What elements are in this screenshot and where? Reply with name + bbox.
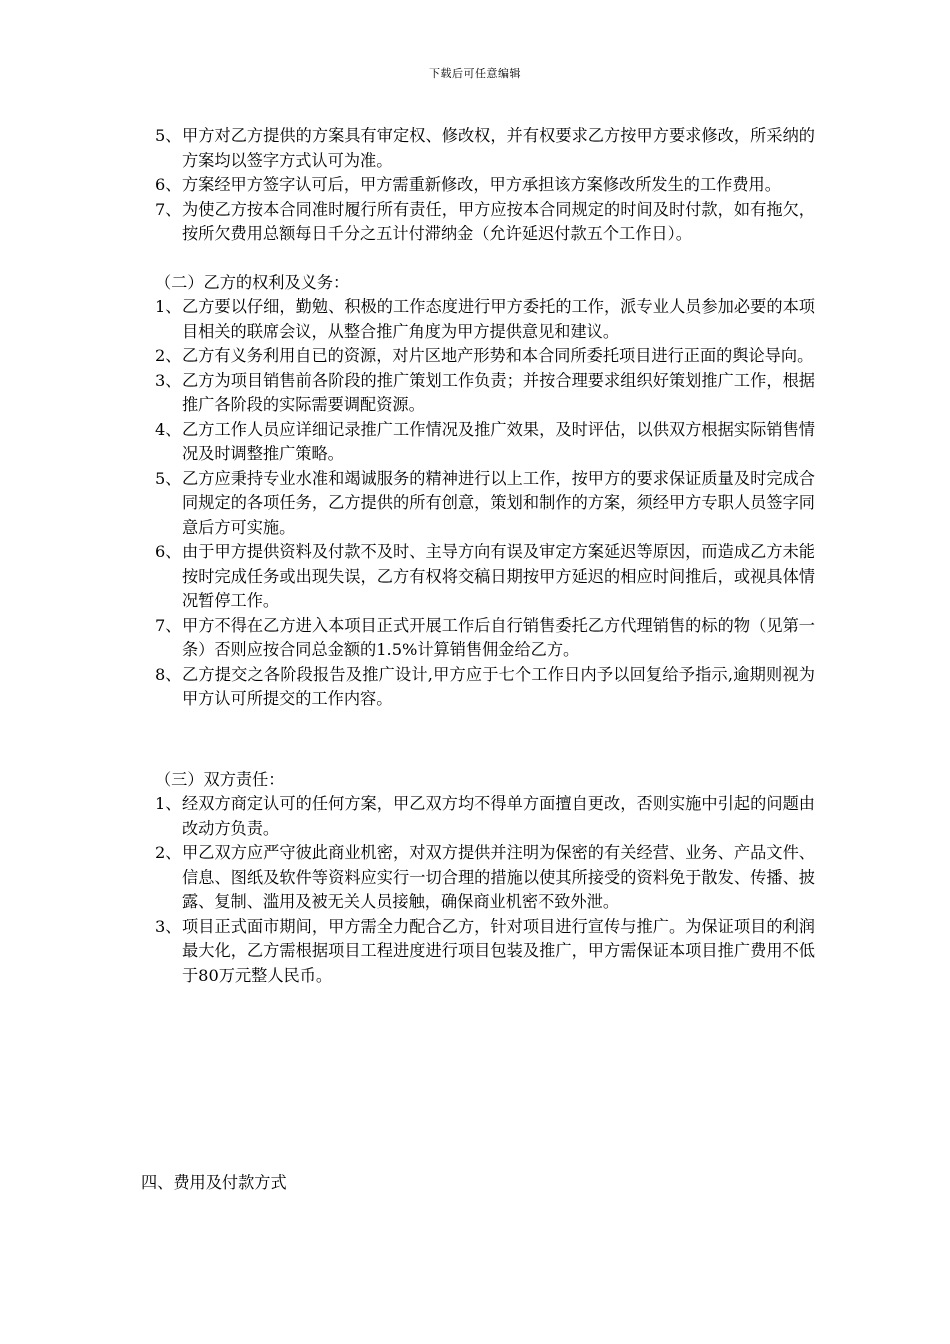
item-number: 3、 [155, 370, 182, 390]
item-number: 8、 [155, 664, 182, 684]
item-text: 乙方应秉持专业水准和竭诚服务的精神进行以上工作，按甲方的要求保证质量及时完成合同规定的各项任务，乙方提供的所有创意，策划和制作的方案，须经甲方专职人员签字同意后方可实施。 [182, 468, 815, 537]
item-text: 乙方要以仔细，勤勉、积极的工作态度进行甲方委托的工作，派专业人员参加必要的本项目相关的联席会议，从整合推广角度为甲方提供意见和建议。 [182, 297, 815, 341]
item-number: 1、 [155, 297, 182, 316]
item-number: 6、 [155, 175, 182, 194]
list-item [155, 841, 815, 915]
list-item [155, 792, 815, 841]
item-text: 甲方对乙方提供的方案具有审定权、修改权，并有权要求乙方按甲方要求修改，所采纳的方案均以签字方式认可为准。 [182, 126, 815, 170]
contract-body [155, 124, 815, 988]
item-text: 乙方提交之各阶段报告及推广设计,甲方应于七个工作日内予以回复给予指示,逾期则视为甲方认可所提交的工作内容。 [182, 664, 815, 708]
section-heading-fees-payment: 四、费用及付款方式 [141, 1173, 287, 1192]
list-item [155, 418, 815, 467]
list-item [155, 540, 815, 614]
item-text: 乙方工作人员应详细记录推广工作情况及推广效果，及时评估，以供双方根据实际销售情况及时调整推广策略。 [182, 419, 815, 463]
page-header: 下载后可任意编辑 [429, 67, 521, 80]
list-item [155, 614, 815, 663]
item-number: 5、 [155, 468, 182, 488]
item-number: 6、 [155, 542, 182, 561]
item-number: 1、 [155, 794, 182, 813]
item-number: 4、 [155, 419, 182, 439]
list-item [155, 124, 815, 173]
item-text: 为使乙方按本合同准时履行所有责任，甲方应按本合同规定的时间及时付款，如有拖欠，按所欠费用总额每日千分之五计付滞纳金（允许延迟付款五个工作日）。 [182, 199, 815, 243]
item-number: 3、 [155, 916, 182, 936]
item-number: 2、 [155, 843, 182, 862]
list-item [155, 915, 815, 989]
item-number: 2、 [155, 346, 182, 365]
item-number: 7、 [155, 615, 182, 635]
list-item [155, 369, 815, 418]
list-item [155, 198, 815, 247]
list-item [155, 467, 815, 541]
section-title-both-parties: （三）双方责任： [155, 769, 285, 789]
item-text: 甲方不得在乙方进入本项目正式开展工作后自行销售委托乙方代理销售的标的物（见第一条）否则应按合同总金额的1.5%计算销售佣金给乙方。 [182, 615, 815, 659]
item-text: 乙方为项目销售前各阶段的推广策划工作负责；并按合理要求组织好策划推广工作，根据推广各阶段的实际需要调配资源。 [182, 370, 815, 414]
item-number: 5、 [155, 126, 182, 145]
item-text: 方案经甲方签字认可后，甲方需重新修改，甲方承担该方案修改所发生的工作费用。 [182, 175, 781, 194]
item-text: 乙方有义务利用自已的资源，对片区地产形势和本合同所委托项目进行正面的舆论导向。 [182, 346, 814, 365]
list-item [155, 295, 815, 344]
item-text: 甲乙双方应严守彼此商业机密，对双方提供并注明为保密的有关经营、业务、产品文件、信息、图纸及软件等资料应实行一切合理的措施以使其所接受的资料免于散发、传播、披露、复制、滥用及被无关人员接触，确保商业机密不致外泄。 [182, 843, 815, 911]
list-item [155, 663, 815, 712]
list-item [155, 344, 815, 369]
list-item [155, 173, 815, 198]
item-text: 经双方商定认可的任何方案，甲乙双方均不得单方面擅自更改，否则实施中引起的问题由改动方负责。 [182, 794, 815, 838]
item-text: 由于甲方提供资料及付款不及时、主导方向有误及审定方案延迟等原因，而造成乙方未能按时完成任务或出现失误，乙方有权将交稿日期按甲方延迟的相应时间推后，或视具体情况暂停工作。 [182, 542, 815, 610]
item-number: 7、 [155, 199, 182, 219]
section-title-party-b: （二）乙方的权利及义务： [155, 272, 350, 292]
item-text: 项目正式面市期间，甲方需全力配合乙方，针对项目进行宣传与推广。为保证项目的利润最大化，乙方需根据项目工程进度进行项目包装及推广，甲方需保证本项目推广费用不低于80万元整人民币。 [182, 916, 815, 985]
